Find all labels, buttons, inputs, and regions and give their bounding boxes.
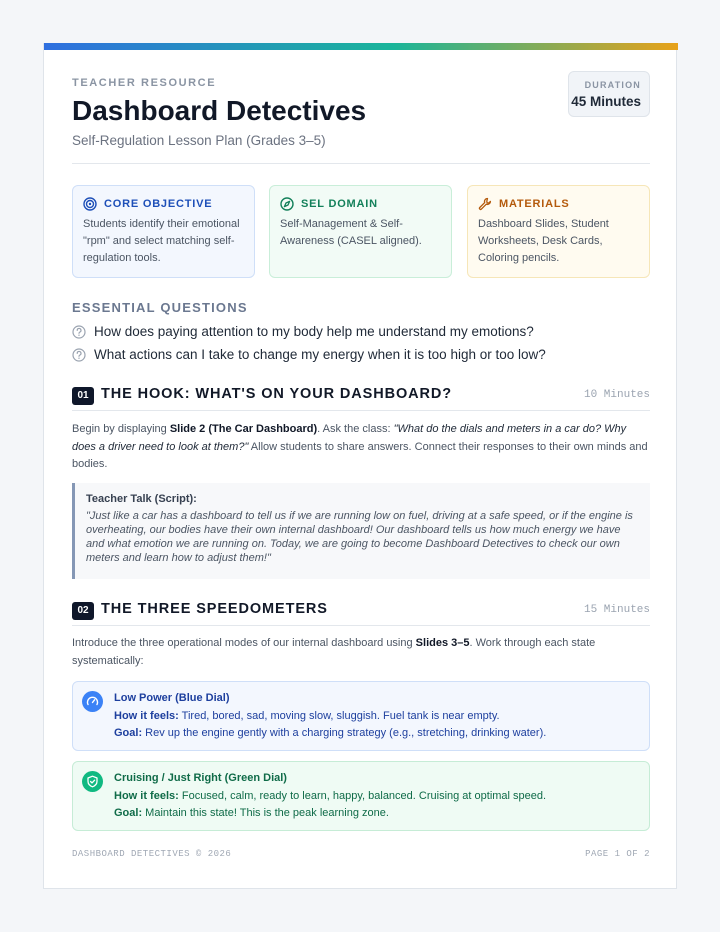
footer-page-number: PAGE 1 OF 2 <box>585 849 650 859</box>
card-materials <box>467 185 650 278</box>
goal-text: Rev up the engine gently with a charging strategy (e.g., stretching, drinking water). <box>142 727 547 739</box>
card-title: CORE OBJECTIVE <box>104 198 213 210</box>
slide-reference: Slides 3–5 <box>415 637 470 649</box>
text-run: . Ask the class: <box>317 423 394 435</box>
card-text: Self-Management & Self-Awareness (CASEL aligned). <box>280 218 422 247</box>
card-title: SEL DOMAIN <box>301 198 378 210</box>
question-text: How does paying attention to my body help me understand my emotions? <box>94 324 534 339</box>
slide-reference: Slide 2 (The Car Dashboard) <box>169 423 318 435</box>
section-speedometers-paragraph <box>72 635 650 670</box>
section-minutes: 15 Minutes <box>583 604 650 616</box>
eyebrow-label: TEACHER RESOURCE <box>72 77 217 89</box>
essential-question-item <box>72 324 534 339</box>
duration-value: 45 Minutes <box>571 94 641 109</box>
mode-title: Low Power (Blue Dial) <box>114 692 230 704</box>
mode-cruising <box>72 761 650 831</box>
text-run: Allow students to share answers. Connect their responses to their own minds and bodies. <box>72 440 648 470</box>
page-subtitle: Self-Regulation Lesson Plan (Grades 3–5) <box>72 133 326 148</box>
duration-label: DURATION <box>584 80 641 90</box>
script-heading: Teacher Talk (Script): <box>86 493 197 505</box>
mode-title: Cruising / Just Right (Green Dial) <box>114 772 287 784</box>
goal-text: Maintain this state! This is the peak learning zone. <box>142 807 389 819</box>
section-title: THE HOOK: WHAT'S ON YOUR DASHBOARD? <box>101 386 452 402</box>
footer-copyright: DASHBOARD DETECTIVES © 2026 <box>72 849 232 859</box>
goal-label: Goal: <box>114 807 143 819</box>
mode-low-power <box>72 681 650 751</box>
text-run: . Work through each state systematically: <box>72 637 596 667</box>
feels-label: How it feels: <box>114 790 179 802</box>
gauge-icon <box>82 691 103 712</box>
gradient-top-bar <box>44 43 678 50</box>
duration-badge <box>568 71 650 117</box>
overview-cards <box>72 185 650 278</box>
feels-label: How it feels: <box>114 710 179 722</box>
essential-questions-heading: ESSENTIAL QUESTIONS <box>72 300 248 315</box>
shield-check-icon <box>82 771 103 792</box>
text-run: Introduce the three operational modes of our internal dashboard using <box>72 637 416 649</box>
page-title: Dashboard Detectives <box>72 95 367 126</box>
card-text: Dashboard Slides, Student Worksheets, Desk Cards, Coloring pencils. <box>478 218 609 264</box>
card-text: Students identify their emotional "rpm" and select matching self-regulation tools. <box>83 218 240 264</box>
question-circle-icon <box>72 348 86 362</box>
lesson-plan-page <box>43 43 677 889</box>
section-minutes: 10 Minutes <box>583 389 650 401</box>
class-question: "What do the dials and meters in a car do? Why does a driver need to look at them?" <box>72 423 627 453</box>
teacher-script-box <box>72 483 650 579</box>
section-divider <box>72 625 650 626</box>
question-text: What actions can I take to change my energy when it is too high or too low? <box>94 347 546 362</box>
card-title: MATERIALS <box>499 198 570 210</box>
question-circle-icon <box>72 325 86 339</box>
script-text: "Just like a car has a dashboard to tell us if we are running low on fuel, driving at a safe speed, or if the engine is overheating, our bodies have their own internal dashboard! Our dashboard tells us how much energy we have and what emotion we are running on. Today, we are going to become Dashboard Detectives to check our own meters and learn how to adjust them!" <box>86 510 633 564</box>
card-core-objective <box>72 185 255 278</box>
feels-text: Tired, bored, sad, moving slow, sluggish. Fuel tank is near empty. <box>178 710 500 722</box>
feels-text: Focused, calm, ready to learn, happy, balanced. Cruising at optimal speed. <box>178 790 547 802</box>
card-sel-domain <box>269 185 452 278</box>
page-footer <box>72 849 650 859</box>
target-icon <box>83 197 97 211</box>
wrench-icon <box>478 197 492 211</box>
mode-feels <box>114 790 546 802</box>
mode-goal <box>114 727 546 739</box>
section-number: 01 <box>72 387 94 405</box>
section-hook-paragraph <box>72 421 650 474</box>
text-run: Begin by displaying <box>72 423 170 435</box>
mode-goal <box>114 807 389 819</box>
essential-question-item <box>72 347 546 362</box>
mode-feels <box>114 710 500 722</box>
section-title: THE THREE SPEEDOMETERS <box>101 601 328 617</box>
header-divider <box>72 163 650 164</box>
goal-label: Goal: <box>114 727 143 739</box>
section-number: 02 <box>72 602 94 620</box>
compass-icon <box>280 197 294 211</box>
section-divider <box>72 410 650 411</box>
